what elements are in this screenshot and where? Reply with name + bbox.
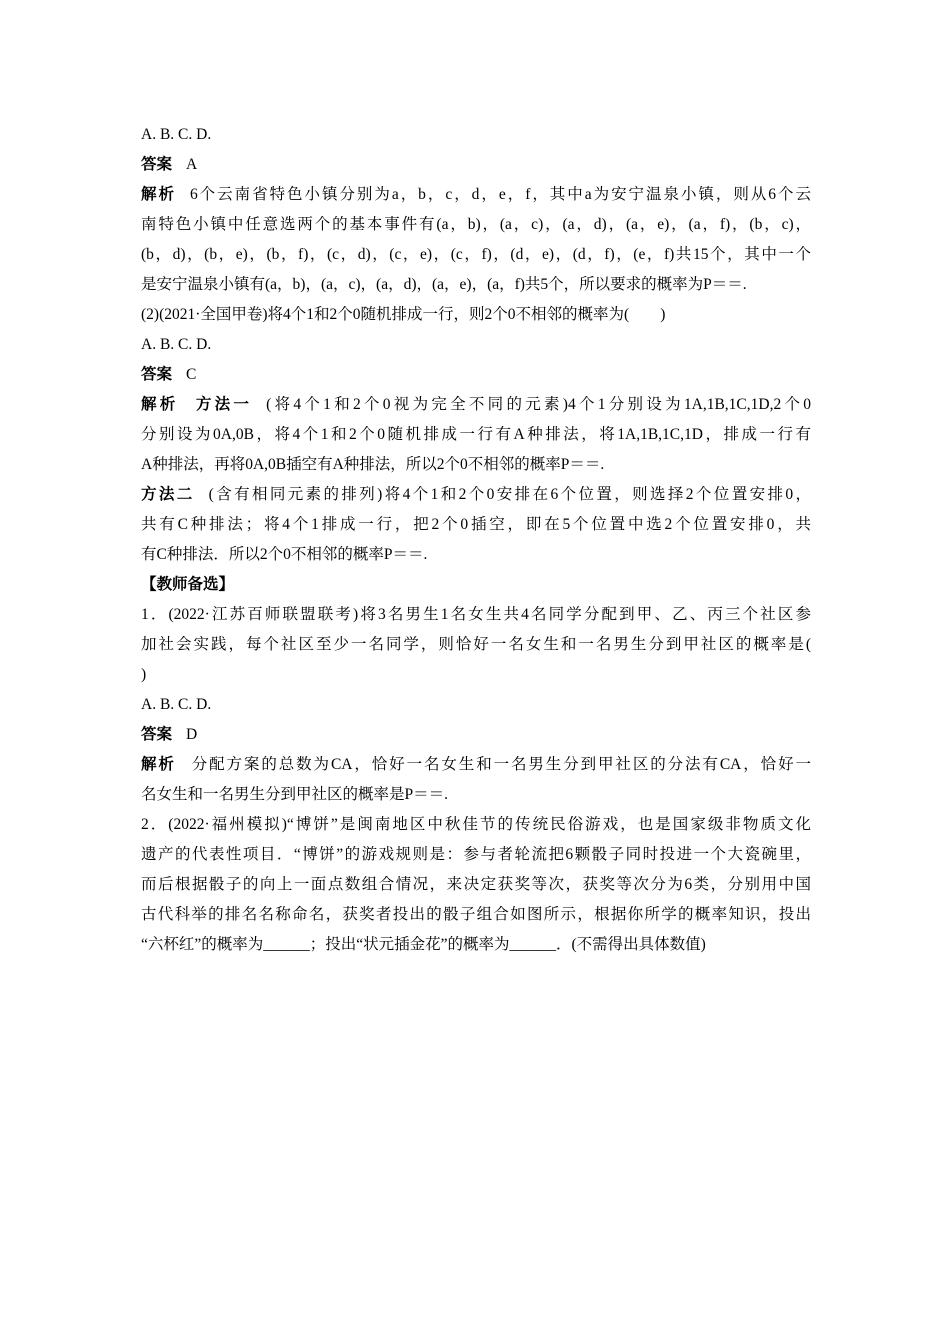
t2-stem-line-4: 古代科举的排名名称命名，获奖者投出的骰子组合如图所示，根据你所学的概率知识，投出: [141, 906, 811, 923]
t1-analysis-line-1: [141, 750, 811, 780]
document-page: [141, 120, 811, 960]
t1-options: A. B. C. D.: [141, 696, 212, 713]
q1-options: A. B. C. D.: [141, 126, 212, 143]
q2-method2-line-2: 共有C种排法；将4个1排成一行，把2个0插空，即在5个位置中选2个位置安排0，共: [141, 516, 811, 533]
q1-analysis-line-3: (b，d)，(b，e)，(b，f)，(c，d)，(c，e)，(c，f)，(d，e)，(d，f)，(e，f)共15个，其中一个: [141, 246, 811, 263]
q2-answer-value: C: [186, 366, 197, 383]
t1-stem-line-3: ): [141, 666, 147, 683]
t1-stem-line-1: 1．(2022·江苏百师联盟联考)将3名男生1名女生共4名同学分配到甲、乙、丙三个社区参: [141, 606, 811, 623]
q2-stem: (2)(2021·全国甲卷)将4个1和2个0随机排成一行，则2个0不相邻的概率为( ): [141, 306, 666, 323]
q2-method1-label: 方法一: [192, 396, 253, 413]
q2-method2-line-3: 有C种排法．所以2个0不相邻的概率P＝＝.: [141, 546, 428, 563]
q1-answer-value: A: [186, 156, 198, 173]
q1-analysis-label: 解析: [141, 186, 176, 203]
q2-method2-text-1: (含有相同元素的排列)将4个1和2个0安排在6个位置，则选择2个位置安排0，: [208, 486, 811, 503]
t1-stem-line-2: 加社会实践，每个社区至少一名同学，则恰好一名女生和一名男生分到甲社区的概率是(: [141, 636, 811, 653]
q2-analysis-label: 解析: [141, 396, 179, 413]
q1-analysis-line-4: 是安宁温泉小镇有(a，b)，(a，c)，(a，d)，(a，e)，(a，f)共5个，所以要求的概率为P＝＝.: [141, 276, 747, 293]
q2-method2-label: 方法二: [141, 486, 195, 503]
q2-method1-line-2: 分别设为0A,0B，将4个1和2个0随机排成一行有A种排法，将1A,1B,1C,1D，排成一行有: [141, 426, 811, 443]
q2-answer-label: 答案: [141, 366, 173, 383]
q2-method1-line-3: A种排法，再将0A,0B插空有A种排法，所以2个0不相邻的概率P＝＝.: [141, 456, 605, 473]
t2-stem-line-1: 2．(2022·福州模拟)“博饼”是闽南地区中秋佳节的传统民俗游戏，也是国家级非物质文化: [141, 816, 811, 833]
t1-answer-value: D: [186, 726, 198, 743]
q1-answer-line: [141, 150, 811, 180]
t1-analysis-text-1: 分配方案的总数为CA，恰好一名女生和一名男生分到甲社区的分法有CA，恰好一: [189, 756, 811, 773]
t2-stem-line-3: 而后根据骰子的向上一面点数组合情况，来决定获奖等次，获奖等次分为6类，分别用中国: [141, 876, 811, 893]
q1-analysis-line-1: [141, 180, 811, 210]
q2-method1-line-1: [141, 390, 811, 420]
teacher-section-heading: 【教师备选】: [141, 576, 235, 593]
q1-answer-label: 答案: [141, 156, 173, 173]
q1-analysis-line-2: 南特色小镇中任意选两个的基本事件有(a，b)，(a，c)，(a，d)，(a，e)，(a，f)，(b，c)，: [141, 216, 811, 233]
t1-analysis-line-2: 名女生和一名男生分到甲社区的概率是P＝＝.: [141, 786, 448, 803]
t2-stem-line-5: “六杯红”的概率为______；投出“状元插金花”的概率为______．(不需得出具体数值): [141, 936, 706, 953]
t1-answer-line: [141, 720, 811, 750]
q2-answer-line: [141, 360, 811, 390]
q2-method1-text-1: (将4个1和2个0视为完全不同的元素)4个1分别设为1A,1B,1C,1D,2个0: [266, 396, 811, 413]
t1-analysis-label: 解析: [141, 756, 176, 773]
t1-answer-label: 答案: [141, 726, 173, 743]
q2-method2-line-1: [141, 480, 811, 510]
q2-options: A. B. C. D.: [141, 336, 212, 353]
t2-stem-line-2: 遗产的代表性项目．“博饼”的游戏规则是：参与者轮流把6颗骰子同时投进一个大瓷碗里，: [141, 846, 811, 863]
q1-analysis-text-1: 6个云南省特色小镇分别为a，b，c，d，e，f，其中a为安宁温泉小镇，则从6个云: [189, 186, 811, 203]
